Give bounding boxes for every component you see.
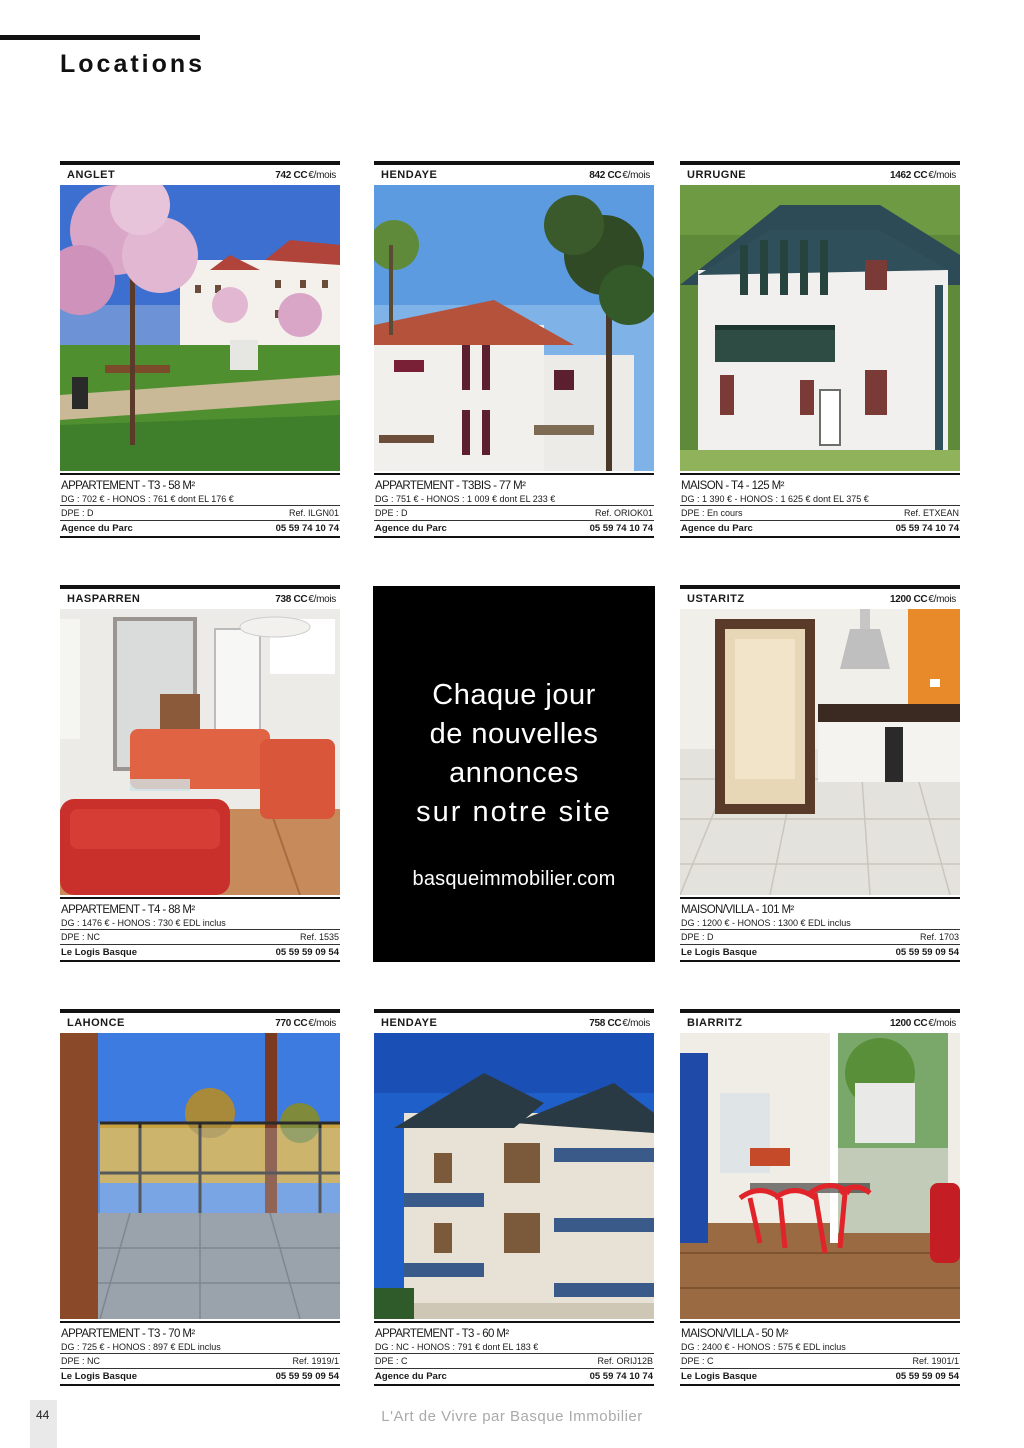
property-type: APPARTEMENT - T3 - 60 M² xyxy=(375,1328,509,1340)
listing-header xyxy=(680,1009,960,1033)
dpe: DPE : D xyxy=(375,508,408,518)
listing-price: 758 CC€/mois xyxy=(589,1017,650,1029)
property-type: APPARTEMENT - T3 - 70 M² xyxy=(61,1328,195,1340)
listing-photo[interactable] xyxy=(680,609,960,895)
agency-row xyxy=(60,520,340,538)
listing-card[interactable] xyxy=(60,1009,340,1386)
listing-city: BIARRITZ xyxy=(687,1017,743,1029)
listing-photo[interactable] xyxy=(374,185,654,471)
listing-city: LAHONCE xyxy=(67,1017,125,1029)
fees: DG : 751 € - HONOS : 1 009 € dont EL 233 € xyxy=(375,494,556,504)
dpe-row xyxy=(60,929,340,944)
agency-name: Agence du Parc xyxy=(61,523,133,534)
listing-photo[interactable] xyxy=(60,609,340,895)
agency-phone[interactable]: 05 59 74 10 74 xyxy=(589,523,653,534)
dpe: DPE : D xyxy=(61,508,94,518)
reference: Ref. ORIJ12B xyxy=(597,1356,653,1366)
promo-line: de nouvelles xyxy=(429,718,599,750)
listing-city: HENDAYE xyxy=(381,169,438,181)
listing-price: 842 CC€/mois xyxy=(589,169,650,181)
listing-header xyxy=(60,1009,340,1033)
property-type: MAISON/VILLA - 50 M² xyxy=(681,1328,788,1340)
section-title: Locations xyxy=(60,50,206,78)
promo-banner[interactable] xyxy=(373,586,655,962)
agency-name: Le Logis Basque xyxy=(61,1371,138,1382)
dpe: DPE : NC xyxy=(61,1356,101,1366)
property-type: MAISON - T4 - 125 M² xyxy=(681,480,784,492)
listing-photo[interactable] xyxy=(60,185,340,471)
reference: Ref. 1901/1 xyxy=(912,1356,959,1366)
listing-city: ANGLET xyxy=(67,169,116,181)
agency-row xyxy=(680,1368,960,1386)
dpe-row xyxy=(374,1353,654,1368)
listing-photo[interactable] xyxy=(60,1033,340,1319)
fees: DG : 1 390 € - HONOS : 1 625 € dont EL 375 € xyxy=(681,494,869,504)
dpe: DPE : C xyxy=(681,1356,714,1366)
listing-card[interactable] xyxy=(374,1009,654,1386)
agency-name: Le Logis Basque xyxy=(61,947,138,958)
agency-row xyxy=(680,520,960,538)
dpe: DPE : C xyxy=(375,1356,408,1366)
listing-info xyxy=(60,897,340,962)
listing-info xyxy=(374,1321,654,1386)
promo-line: sur notre site xyxy=(416,796,612,828)
property-type: APPARTEMENT - T3 - 58 M² xyxy=(61,480,195,492)
listing-header xyxy=(680,161,960,185)
reference: Ref. ETXEAN xyxy=(903,508,959,518)
website-link[interactable]: basqueimmobilier.com xyxy=(412,868,616,890)
agency-phone[interactable]: 05 59 74 10 74 xyxy=(895,523,959,534)
listing-price: 738 CC€/mois xyxy=(275,593,336,605)
fees: DG : 1200 € - HONOS : 1300 € EDL inclus xyxy=(681,918,851,928)
listing-city: HASPARREN xyxy=(67,593,141,605)
page-number: 44 xyxy=(36,1408,50,1422)
agency-phone[interactable]: 05 59 74 10 74 xyxy=(275,523,339,534)
property-type: APPARTEMENT - T4 - 88 M² xyxy=(61,904,195,916)
reference: Ref. 1919/1 xyxy=(292,1356,339,1366)
listing-photo[interactable] xyxy=(374,1033,654,1319)
property-type: APPARTEMENT - T3BIS - 77 M² xyxy=(375,480,526,492)
listing-card[interactable] xyxy=(60,585,340,962)
listing-price: 1200 CC€/mois xyxy=(889,593,956,605)
listing-photo[interactable] xyxy=(680,1033,960,1319)
listing-info xyxy=(374,473,654,538)
fees: DG : NC - HONOS : 791 € dont EL 183 € xyxy=(375,1342,539,1352)
dpe: DPE : D xyxy=(681,932,714,942)
fees: DG : 702 € - HONOS : 761 € dont EL 176 € xyxy=(61,494,234,504)
listing-info xyxy=(60,1321,340,1386)
agency-row xyxy=(374,520,654,538)
agency-row xyxy=(680,944,960,962)
listing-price: 770 CC€/mois xyxy=(275,1017,336,1029)
agency-phone[interactable]: 05 59 59 09 54 xyxy=(895,1371,959,1382)
agency-phone[interactable]: 05 59 59 09 54 xyxy=(275,1371,339,1382)
listing-header xyxy=(374,161,654,185)
agency-row xyxy=(60,1368,340,1386)
listing-city: URRUGNE xyxy=(687,169,747,181)
agency-row xyxy=(374,1368,654,1386)
listing-city: USTARITZ xyxy=(687,593,745,605)
reference: Ref. ORIOK01 xyxy=(594,508,653,518)
agency-phone[interactable]: 05 59 59 09 54 xyxy=(275,947,339,958)
top-rule xyxy=(0,35,200,40)
listing-card[interactable] xyxy=(680,585,960,962)
listing-header xyxy=(60,585,340,609)
agency-name: Le Logis Basque xyxy=(681,947,758,958)
agency-phone[interactable]: 05 59 74 10 74 xyxy=(589,1371,653,1382)
listing-card[interactable] xyxy=(374,161,654,538)
listing-info xyxy=(60,473,340,538)
listing-price: 1200 CC€/mois xyxy=(889,1017,956,1029)
fees: DG : 2400 € - HONOS : 575 € EDL inclus xyxy=(681,1342,846,1352)
dpe-row xyxy=(374,505,654,520)
dpe: DPE : NC xyxy=(61,932,101,942)
listing-price: 742 CC€/mois xyxy=(275,169,336,181)
listing-header xyxy=(60,161,340,185)
agency-name: Agence du Parc xyxy=(681,523,753,534)
promo-line: Chaque jour xyxy=(432,679,596,711)
listing-price: 1462 CC€/mois xyxy=(889,169,956,181)
agency-phone[interactable]: 05 59 59 09 54 xyxy=(895,947,959,958)
dpe-row xyxy=(60,1353,340,1368)
promo-line: annonces xyxy=(449,757,579,789)
fees: DG : 1476 € - HONOS : 730 € EDL inclus xyxy=(61,918,226,928)
dpe: DPE : En cours xyxy=(681,508,743,518)
listing-header xyxy=(680,585,960,609)
listing-info xyxy=(680,1321,960,1386)
fees: DG : 725 € - HONOS : 897 € EDL inclus xyxy=(61,1342,221,1352)
reference: Ref. 1703 xyxy=(919,932,959,942)
listing-card[interactable] xyxy=(680,1009,960,1386)
listing-photo[interactable] xyxy=(680,185,960,471)
property-type: MAISON/VILLA - 101 M² xyxy=(681,904,794,916)
reference: Ref. 1535 xyxy=(299,932,339,942)
agency-name: Agence du Parc xyxy=(375,523,447,534)
listing-info xyxy=(680,897,960,962)
dpe-row xyxy=(680,929,960,944)
listing-card[interactable] xyxy=(680,161,960,538)
footer-tagline: L'Art de Vivre par Basque Immobilier xyxy=(381,1408,643,1425)
dpe-row xyxy=(680,1353,960,1368)
listing-city: HENDAYE xyxy=(381,1017,438,1029)
reference: Ref. ILGN01 xyxy=(288,508,339,518)
listing-header xyxy=(374,1009,654,1033)
listing-info xyxy=(680,473,960,538)
agency-row xyxy=(60,944,340,962)
dpe-row xyxy=(680,505,960,520)
agency-name: Agence du Parc xyxy=(375,1371,447,1382)
dpe-row xyxy=(60,505,340,520)
promo-text xyxy=(373,676,655,832)
agency-name: Le Logis Basque xyxy=(681,1371,758,1382)
listing-card[interactable] xyxy=(60,161,340,538)
